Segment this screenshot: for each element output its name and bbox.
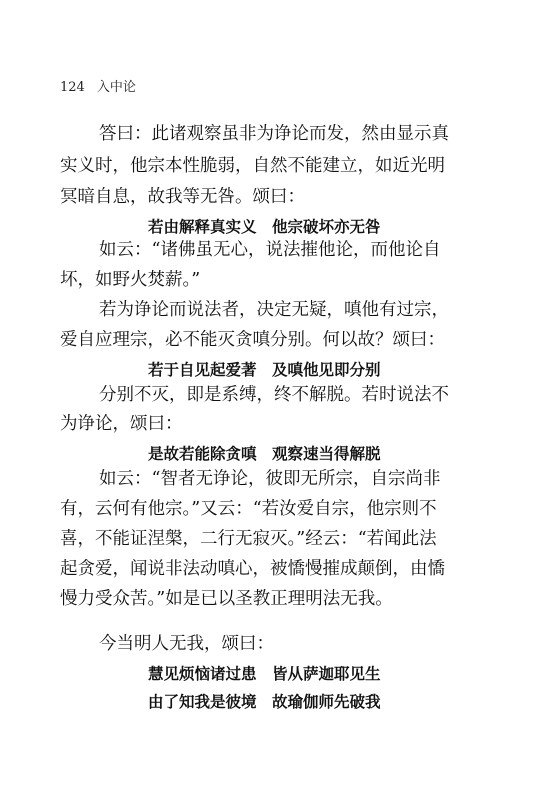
book-title: 入中论 bbox=[96, 80, 136, 95]
body-line: 今当明人无我，颂曰： bbox=[99, 634, 274, 654]
body-line: 慢力受众苦。”如是已以圣教正理明法无我。 bbox=[60, 589, 393, 609]
verse-line: 若由解释真实义 他宗破坏亦无咎 bbox=[148, 218, 381, 236]
body-line: 起贪爱，闻说非法动嗔心，被憍慢摧成颠倒，由憍 bbox=[60, 559, 445, 579]
body-line: 喜，不能证涅槃，二行无寂灭。”经云：“若闻此法 bbox=[60, 529, 437, 549]
body-line: 答曰：此诸观察虽非为诤论而发，然由显示真 bbox=[99, 124, 449, 144]
body-line: 若为诤论而说法者，决定无疑，嗔他有过宗， bbox=[99, 300, 449, 320]
page-number: 124 bbox=[60, 80, 85, 95]
body-line: 分别不灭，即是系缚，终不解脱。若时说法不 bbox=[99, 385, 449, 405]
verse-line: 是故若能除贪嗔 观察速当得解脱 bbox=[148, 445, 381, 463]
verse-line: 若于自见起爱著 及嗔他见即分别 bbox=[148, 361, 381, 379]
running-header bbox=[60, 76, 136, 95]
body-line: 爱自应理宗，必不能灭贪嗔分别。何以故？颂曰： bbox=[60, 330, 445, 350]
body-line: 如云：“智者无诤论，彼即无所宗，自宗尚非 bbox=[99, 469, 441, 489]
body-line: 有，云何有他宗。”又云：“若汝爱自宗，他宗则不 bbox=[60, 499, 437, 519]
body-line: 实义时，他宗本性脆弱，自然不能建立，如近光明 bbox=[60, 156, 445, 176]
body-line: 坏，如野火焚薪。” bbox=[60, 270, 201, 290]
body-line: 冥暗自息，故我等无咎。颂曰： bbox=[60, 187, 305, 207]
verse-line: 慧见烦恼诸过患 皆从萨迦耶见生 bbox=[148, 665, 381, 683]
body-line: 为诤论，颂曰： bbox=[60, 414, 183, 434]
verse-line: 由了知我是彼境 故瑜伽师先破我 bbox=[148, 693, 381, 711]
body-line: 如云：“诸佛虽无心，说法摧他论，而他论自 bbox=[99, 240, 441, 260]
